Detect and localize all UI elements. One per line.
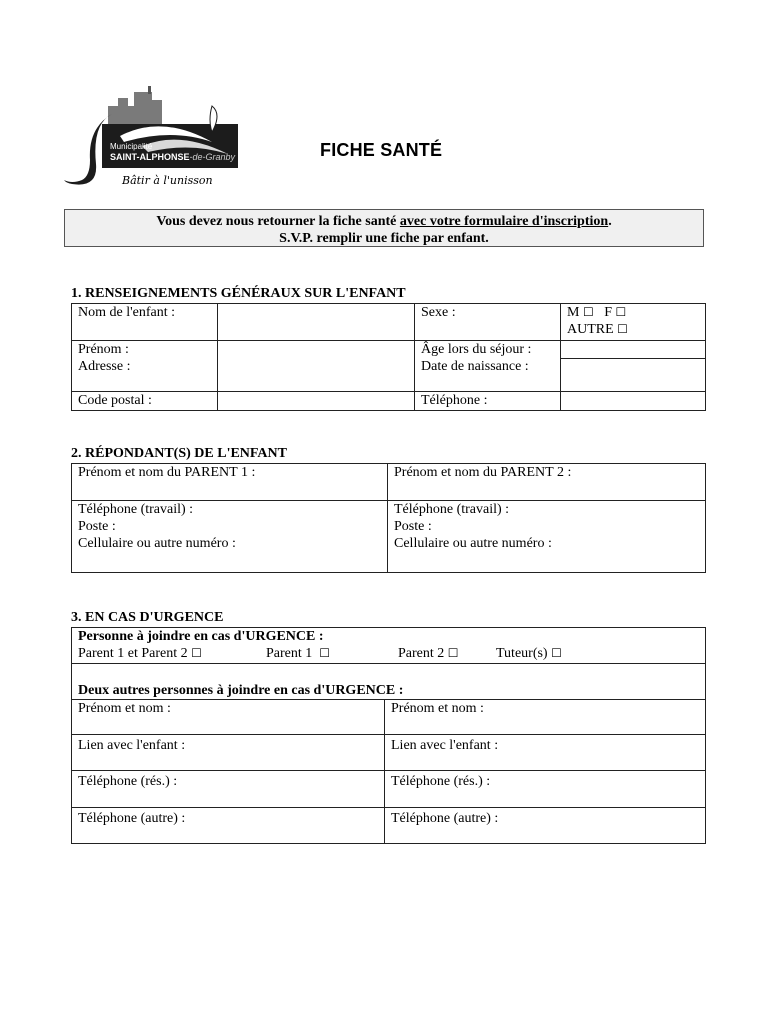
postal-code-field[interactable] — [218, 391, 415, 410]
option-parent1[interactable]: Parent 1 ☐ — [266, 646, 331, 661]
notice-box — [64, 209, 704, 247]
parent1-name-label[interactable]: Prénom et nom du PARENT 1 : — [72, 464, 388, 501]
section3-title: 3. EN CAS D'URGENCE — [71, 610, 224, 625]
contact2-name-label[interactable]: Prénom et nom : — [385, 700, 706, 735]
parent2-checkbox[interactable]: ☐ — [447, 646, 459, 660]
logo-line1: Municipalité — [110, 142, 153, 151]
parent1-extension-label: Poste : — [78, 519, 116, 534]
parent2-contact-cell[interactable] — [388, 501, 706, 573]
contact2-other-phone-label[interactable]: Téléphone (autre) : — [385, 808, 706, 844]
birthdate-field[interactable] — [561, 358, 706, 391]
section1-title: 1. RENSEIGNEMENTS GÉNÉRAUX SUR L'ENFANT — [71, 286, 406, 301]
first-name-label: Prénom : — [72, 341, 218, 359]
guardian-checkbox[interactable]: ☐ — [551, 646, 562, 660]
parent1-cell-label: Cellulaire ou autre numéro : — [78, 536, 236, 551]
other-contacts-heading: Deux autres personnes à joindre en cas d'URGENCE : — [72, 664, 706, 700]
birthdate-label: Date de naissance : — [415, 358, 561, 391]
sex-m-checkbox[interactable]: ☐ — [582, 305, 594, 319]
parent2-extension-label: Poste : — [394, 519, 432, 534]
postal-code-label: Code postal : — [72, 391, 218, 410]
logo-tagline: Bâtir à l'unisson — [122, 174, 213, 187]
both-parents-checkbox[interactable]: ☐ — [191, 646, 202, 660]
option-parent2[interactable]: Parent 2 ☐ — [398, 646, 459, 661]
age-field[interactable] — [561, 341, 706, 359]
child-info-table — [71, 303, 706, 411]
parent2-work-phone-label: Téléphone (travail) : — [394, 502, 510, 517]
emergency-contact-heading: Personne à joindre en cas d'URGENCE : — [78, 629, 324, 644]
emergency-options — [78, 645, 699, 662]
contact1-home-phone-label[interactable]: Téléphone (rés.) : — [72, 771, 385, 808]
parent1-checkbox[interactable]: ☐ — [319, 646, 331, 660]
sex-label: Sexe : — [415, 304, 561, 341]
contact2-home-phone-label[interactable]: Téléphone (rés.) : — [385, 771, 706, 808]
sex-options: M ☐ F ☐ AUTRE ☐ — [561, 304, 706, 341]
child-name-label: Nom de l'enfant : — [72, 304, 218, 341]
option-guardian[interactable]: Tuteur(s) ☐ — [496, 646, 562, 661]
page-title: FICHE SANTÉ — [320, 140, 443, 160]
notice-line1: Vous devez nous retourner la fiche santé avec votre formulaire d'inscription. — [156, 214, 612, 229]
sex-other-checkbox[interactable]: ☐ — [617, 322, 628, 336]
option-both-parents[interactable]: Parent 1 et Parent 2 ☐ — [78, 646, 202, 661]
section2-title: 2. RÉPONDANT(S) DE L'ENFANT — [71, 446, 287, 461]
parent1-work-phone-label: Téléphone (travail) : — [78, 502, 194, 517]
parent2-name-label[interactable]: Prénom et nom du PARENT 2 : — [388, 464, 706, 501]
address-label: Adresse : — [72, 358, 218, 391]
parent2-cell-label: Cellulaire ou autre numéro : — [394, 536, 552, 551]
notice-line2: S.V.P. remplir une fiche par enfant. — [279, 231, 489, 246]
sex-f-checkbox[interactable]: ☐ — [615, 305, 627, 319]
parent1-contact-cell[interactable] — [72, 501, 388, 573]
child-name-field[interactable] — [218, 304, 415, 341]
emergency-contact-cell — [72, 628, 706, 664]
first-name-address-field[interactable] — [218, 341, 415, 392]
contact2-relation-label[interactable]: Lien avec l'enfant : — [385, 735, 706, 771]
age-label: Âge lors du séjour : — [415, 341, 561, 359]
contact1-relation-label[interactable]: Lien avec l'enfant : — [72, 735, 385, 771]
emergency-table — [71, 627, 706, 844]
contact1-name-label[interactable]: Prénom et nom : — [72, 700, 385, 735]
contact1-other-phone-label[interactable]: Téléphone (autre) : — [72, 808, 385, 844]
logo-line2: SAINT-ALPHONSE-de-Granby — [110, 152, 236, 162]
phone-label: Téléphone : — [415, 391, 561, 410]
municipality-logo — [62, 84, 242, 192]
guardians-table — [71, 463, 706, 573]
phone-field[interactable] — [561, 391, 706, 410]
